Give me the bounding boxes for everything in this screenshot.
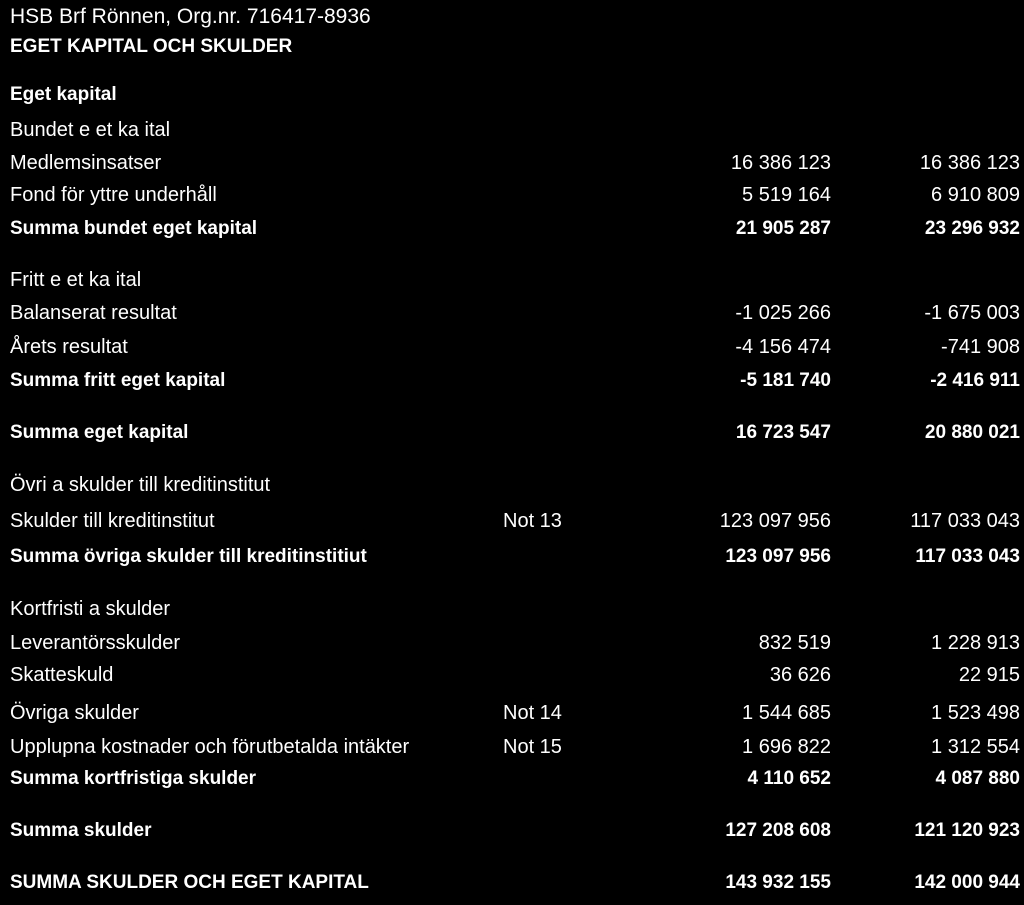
row-label: Summa skulder bbox=[10, 820, 152, 841]
row-value-previous: -2 416 911 bbox=[930, 370, 1020, 391]
row-label: Medlemsinsatser bbox=[10, 152, 162, 174]
row-label: Summa eget kapital bbox=[10, 422, 189, 443]
org-header: HSB Brf Rönnen, Org.nr. 716417-8936 bbox=[10, 5, 371, 28]
table-row bbox=[0, 732, 1024, 762]
row-note: Not 13 bbox=[503, 510, 562, 532]
row-value-current: 5 519 164 bbox=[742, 184, 831, 206]
org-header-line bbox=[0, 2, 1024, 32]
row-value-previous: 117 033 043 bbox=[910, 510, 1020, 532]
row-value-previous: 1 228 913 bbox=[931, 632, 1020, 654]
row-note: Not 15 bbox=[503, 736, 562, 758]
table-row bbox=[0, 148, 1024, 178]
row-label: Summa bundet eget kapital bbox=[10, 218, 258, 239]
row-value-previous: 117 033 043 bbox=[915, 546, 1020, 567]
row-value-previous: 142 000 944 bbox=[914, 872, 1020, 893]
section-title: EGET KAPITAL OCH SKULDER bbox=[10, 36, 293, 57]
table-row bbox=[0, 366, 1024, 396]
row-value-current: 36 626 bbox=[769, 664, 831, 686]
table-row bbox=[0, 506, 1024, 536]
row-label: Summa kortfristiga skulder bbox=[10, 768, 257, 789]
row-value-previous: 1 312 554 bbox=[931, 736, 1020, 758]
row-value-previous: 16 386 123 bbox=[919, 152, 1020, 174]
row-label: Skulder till kreditinstitut bbox=[10, 510, 215, 532]
table-row bbox=[0, 698, 1024, 728]
table-row bbox=[0, 265, 1024, 295]
row-label: Övri a skulder till kreditinstitut bbox=[10, 474, 271, 496]
row-value-current: -5 181 740 bbox=[740, 370, 831, 391]
table-row bbox=[0, 332, 1024, 362]
row-value-previous: 121 120 923 bbox=[914, 820, 1020, 841]
row-value-current: 123 097 956 bbox=[725, 546, 831, 567]
row-value-current: 21 905 287 bbox=[735, 218, 831, 239]
table-row bbox=[0, 298, 1024, 328]
row-label: Årets resultat bbox=[10, 336, 128, 358]
row-value-current: -1 025 266 bbox=[735, 302, 831, 324]
row-label: Summa fritt eget kapital bbox=[10, 370, 226, 391]
row-value-current: 1 544 685 bbox=[742, 702, 831, 724]
row-value-previous: 20 880 021 bbox=[924, 422, 1020, 443]
row-value-previous: 4 087 880 bbox=[935, 768, 1020, 789]
row-label: SUMMA SKULDER OCH EGET KAPITAL bbox=[10, 872, 369, 893]
table-row bbox=[0, 660, 1024, 690]
row-label: Upplupna kostnader och förutbetalda intäkter bbox=[10, 736, 410, 758]
row-label: Leverantörsskulder bbox=[10, 632, 181, 654]
row-label: Övriga skulder bbox=[10, 702, 139, 724]
table-row bbox=[0, 628, 1024, 658]
row-value-previous: 23 296 932 bbox=[924, 218, 1020, 239]
table-row bbox=[0, 418, 1024, 448]
row-value-previous: 22 915 bbox=[958, 664, 1020, 686]
row-value-previous: -741 908 bbox=[941, 336, 1020, 358]
row-value-current: 16 386 123 bbox=[730, 152, 831, 174]
row-value-current: 16 723 547 bbox=[735, 422, 831, 443]
table-row bbox=[0, 816, 1024, 846]
row-label: Balanserat resultat bbox=[10, 302, 177, 324]
table-row bbox=[0, 470, 1024, 500]
table-row bbox=[0, 868, 1024, 898]
row-value-current: 123 097 956 bbox=[719, 510, 831, 532]
table-row bbox=[0, 764, 1024, 794]
row-label: Bundet e et ka ital bbox=[10, 119, 171, 141]
row-label: Skatteskuld bbox=[10, 664, 114, 686]
row-value-previous: 6 910 809 bbox=[931, 184, 1020, 206]
row-value-current: 143 932 155 bbox=[725, 872, 831, 893]
row-label: Summa övriga skulder till kreditinstitiut bbox=[10, 546, 367, 567]
row-value-previous: -1 675 003 bbox=[924, 302, 1020, 324]
table-row bbox=[0, 80, 1024, 110]
row-value-current: 127 208 608 bbox=[725, 820, 831, 841]
table-row bbox=[0, 115, 1024, 145]
row-label: Kortfristi a skulder bbox=[10, 598, 171, 620]
row-label: Fond för yttre underhåll bbox=[10, 184, 217, 206]
row-value-current: 1 696 822 bbox=[742, 736, 831, 758]
row-value-current: -4 156 474 bbox=[735, 336, 831, 358]
table-row bbox=[0, 180, 1024, 210]
row-value-previous: 1 523 498 bbox=[931, 702, 1020, 724]
table-row bbox=[0, 214, 1024, 244]
row-label: Fritt e et ka ital bbox=[10, 269, 142, 291]
row-value-current: 4 110 652 bbox=[747, 768, 831, 789]
row-note: Not 14 bbox=[503, 702, 562, 724]
table-row bbox=[0, 594, 1024, 624]
row-value-current: 832 519 bbox=[758, 632, 831, 654]
table-row bbox=[0, 542, 1024, 572]
section-title-line bbox=[0, 32, 1024, 62]
row-label: Eget kapital bbox=[10, 84, 117, 105]
